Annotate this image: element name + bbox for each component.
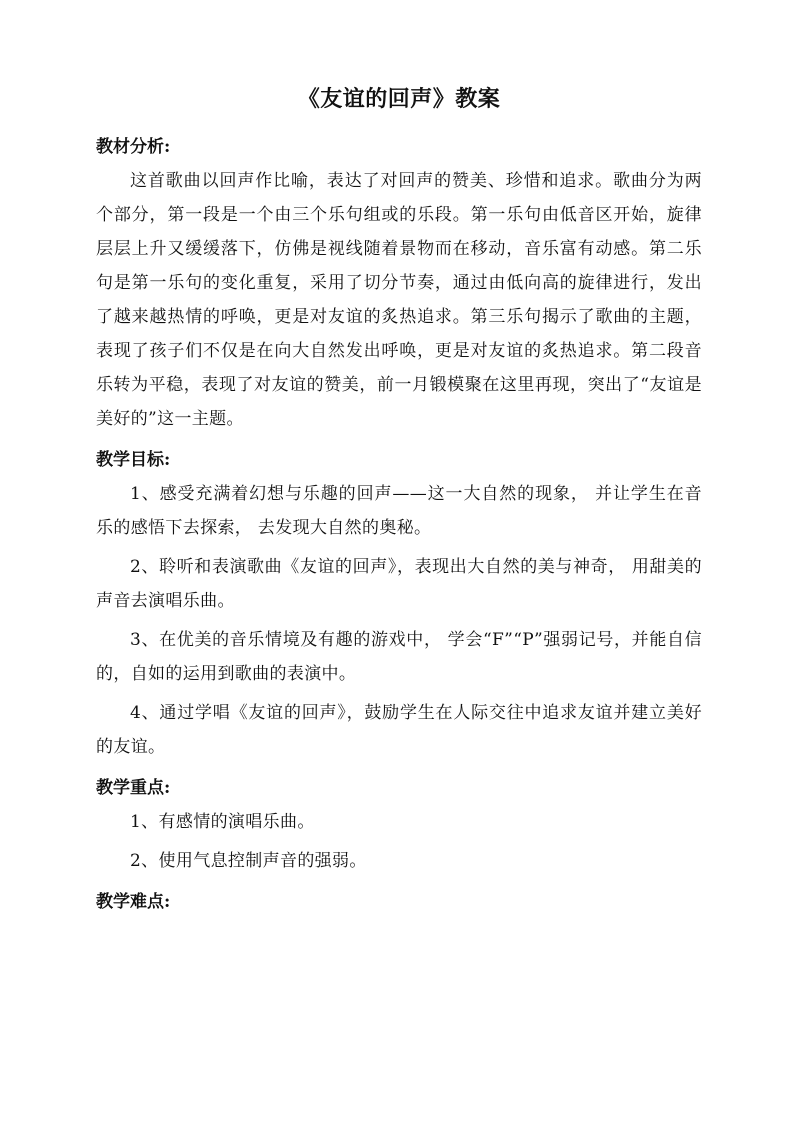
section-difficulties xyxy=(96,885,702,919)
key-point-item: 2、使用气息控制声音的强弱。 xyxy=(130,851,367,871)
goal-item: 2、聆听和表演歌曲《友谊的回声》，表现出大自然的美与神奇， 用甜美的声音去演唱乐曲。 xyxy=(96,557,702,611)
section-heading: 教学难点: xyxy=(96,892,171,912)
goal-item: 4、通过学唱《友谊的回声》，鼓励学生在人际交往中追求友谊并建立美好的友谊。 xyxy=(96,703,702,757)
section-heading: 教学目标: xyxy=(96,450,171,470)
section-teaching-goals xyxy=(96,443,702,764)
section-heading: 教学重点: xyxy=(96,778,171,798)
document-content xyxy=(96,82,702,926)
goal-item: 3、在优美的音乐情境及有趣的游戏中， 学会“F”“P”强弱记号，并能自信的，自如的运用到歌曲的表演中。 xyxy=(96,630,702,684)
analysis-paragraph: 这首歌曲以回声作比喻，表达了对回声的赞美、珍惜和追求。歌曲分为两个部分，第一段是一个由三个乐句组或的乐段。第一乐句由低音区开始，旋律层层上升又缓缓落下，仿佛是视线随着景物而在移动，音乐富有动感。第二乐句是第一乐句的变化重复，采用了切分节奏，通过由低向高的旋律进行，发出了越来越热情的呼唤，更是对友谊的炙热追求。第三乐句揭示了歌曲的主题，表现了孩子们不仅是在向大自然发出呼唤，更是对友谊的炙热追求。第二段音乐转为平稳，表现了对友谊的赞美，前一月锻模聚在这里再现，突出了“友谊是美好的”这一主题。 xyxy=(96,171,702,429)
section-key-points xyxy=(96,771,702,878)
goal-item: 1、感受充满着幻想与乐趣的回声——这一大自然的现象， 并让学生在音乐的感悟下去探索， 去发现大自然的奥秘。 xyxy=(96,484,702,538)
document-title: 《友谊的回声》教案 xyxy=(297,86,501,112)
key-point-item: 1、有感情的演唱乐曲。 xyxy=(130,812,315,832)
section-material-analysis xyxy=(96,130,702,436)
section-heading: 教材分析: xyxy=(96,137,171,157)
